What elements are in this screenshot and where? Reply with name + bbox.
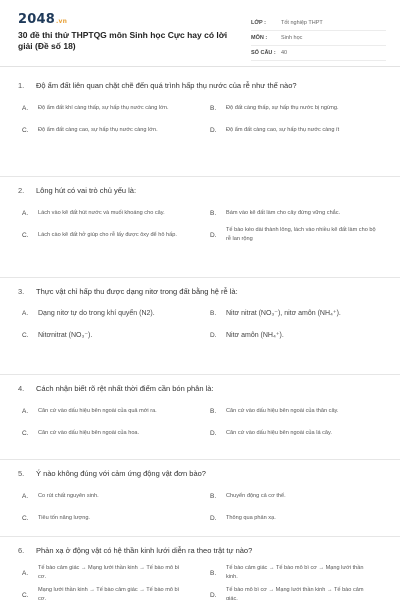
exam-title: 30 đề thi thử THPTQG môn Sinh học Cực hay có lời giải (Đề số 18) bbox=[18, 30, 228, 51]
meta-row-subject bbox=[251, 31, 386, 46]
option-text: Bám vào kẽ đất làm cho cây đứng vững chắc. bbox=[226, 209, 341, 216]
question-text: Cách nhận biết rõ rệt nhất thời điểm cần bón phân là: bbox=[36, 384, 214, 393]
option-text: Độ đất càng thấp, sự hấp thụ nước bị ngừng. bbox=[226, 104, 339, 111]
question-number: 3. bbox=[18, 287, 25, 296]
question-text: Thực vật chỉ hấp thu được dạng nitơ trong đất bằng hệ rễ là: bbox=[36, 287, 238, 296]
meta-value: Sinh học bbox=[281, 35, 303, 41]
option-text: Chuyển động cả cơ thể. bbox=[226, 492, 286, 499]
option-letter: C. bbox=[22, 231, 29, 239]
option-letter: B. bbox=[210, 209, 217, 217]
option-letter: B. bbox=[210, 569, 217, 577]
option-c[interactable] bbox=[18, 325, 194, 347]
option-c[interactable] bbox=[18, 422, 194, 444]
option-b[interactable] bbox=[206, 97, 382, 119]
option-text: Thông qua phản xạ. bbox=[226, 514, 276, 521]
option-b[interactable] bbox=[206, 303, 382, 325]
question-4 bbox=[0, 375, 400, 460]
question-number: 5. bbox=[18, 469, 25, 478]
option-letter: C. bbox=[22, 429, 29, 437]
option-letter: D. bbox=[210, 332, 217, 339]
meta-value: 40 bbox=[281, 50, 288, 56]
option-letter: A. bbox=[22, 407, 29, 415]
question-number: 1. bbox=[18, 81, 25, 90]
site-logo[interactable] bbox=[18, 12, 67, 27]
option-text: Căn cứ vào dấu hiệu bên ngoài của lá cây. bbox=[226, 429, 332, 436]
option-text: Tế bào mô bì cơ → Mạng lưới thần kinh → Tế bào cảm giác. bbox=[226, 587, 364, 600]
question-number: 4. bbox=[18, 384, 25, 393]
option-letter: C. bbox=[22, 332, 29, 339]
meta-row-count bbox=[251, 46, 386, 61]
option-b[interactable] bbox=[206, 400, 382, 422]
logo-sub: .vn bbox=[55, 18, 68, 25]
option-c[interactable] bbox=[18, 119, 194, 141]
option-d[interactable] bbox=[206, 224, 382, 246]
option-letter: A. bbox=[22, 209, 29, 217]
question-number: 6. bbox=[18, 546, 25, 555]
option-letter: C. bbox=[22, 126, 29, 134]
option-d[interactable] bbox=[206, 422, 382, 444]
option-a[interactable] bbox=[18, 485, 194, 507]
question-text: Ý nào không đúng với cảm ứng động vật đơn bào? bbox=[36, 469, 206, 478]
option-b[interactable] bbox=[206, 562, 382, 584]
question-5 bbox=[0, 460, 400, 537]
question-6 bbox=[0, 537, 400, 600]
option-text: Tế bào cảm giác → Tế bào mô bì cơ → Mạng lưới thần kinh. bbox=[226, 565, 364, 580]
option-letter: D. bbox=[210, 231, 217, 239]
option-text: Độ ẩm đất khí càng thấp, sự hấp thụ nước càng lớn. bbox=[38, 104, 169, 111]
option-letter: D. bbox=[210, 429, 217, 437]
option-letter: A. bbox=[22, 492, 29, 500]
option-text: Co rút chất nguyên sinh. bbox=[38, 492, 99, 499]
option-b[interactable] bbox=[206, 485, 382, 507]
question-text: Lông hút có vai trò chủ yếu là: bbox=[36, 186, 137, 195]
option-text: Nitơ nitrat (NO₃⁻), nitơ amôn (NH₄⁺). bbox=[226, 310, 341, 317]
question-text: Độ ẩm đất liên quan chặt chẽ đến quá trình hấp thụ nước của rễ như thế nào? bbox=[36, 81, 297, 90]
option-text: Mạng lưới thần kinh → Tế bào cảm giác → Tế bào mô bì cơ. bbox=[38, 587, 180, 600]
option-c[interactable] bbox=[18, 507, 194, 529]
option-letter: A. bbox=[22, 569, 29, 577]
meta-value: Tốt nghiệp THPT bbox=[281, 20, 323, 26]
option-text: Căn cứ vào dấu hiệu bên ngoài của hoa. bbox=[38, 429, 140, 436]
header-divider bbox=[0, 66, 400, 67]
option-letter: D. bbox=[210, 591, 217, 599]
question-number: 2. bbox=[18, 186, 25, 195]
option-letter: C. bbox=[22, 591, 29, 599]
option-d[interactable] bbox=[206, 584, 382, 600]
option-text: Lách vào kẽ đất hút nước và muối khoáng cho cây. bbox=[38, 209, 165, 216]
option-c[interactable] bbox=[18, 224, 194, 246]
option-a[interactable] bbox=[18, 562, 194, 584]
question-2 bbox=[0, 177, 400, 278]
meta-label: MÔN : bbox=[251, 35, 268, 41]
option-a[interactable] bbox=[18, 400, 194, 422]
option-text: Nitơ amôn (NH₄⁺). bbox=[226, 332, 284, 339]
exam-meta bbox=[251, 16, 386, 61]
option-letter: B. bbox=[210, 492, 217, 500]
option-c[interactable] bbox=[18, 584, 194, 600]
option-text: Tế bào cảm giác → Mạng lưới thần kinh → Tế bào mô bì cơ. bbox=[38, 565, 180, 580]
option-letter: D. bbox=[210, 126, 217, 134]
meta-row-class bbox=[251, 16, 386, 31]
logo-main: 2048 bbox=[18, 12, 55, 27]
option-b[interactable] bbox=[206, 202, 382, 224]
option-a[interactable] bbox=[18, 97, 194, 119]
exam-header bbox=[0, 0, 400, 62]
option-a[interactable] bbox=[18, 202, 194, 224]
option-a[interactable] bbox=[18, 303, 194, 325]
option-text: Dạng nitơ tự do trong khí quyển (N2). bbox=[38, 310, 155, 317]
option-letter: A. bbox=[22, 104, 29, 112]
option-letter: B. bbox=[210, 104, 217, 112]
option-text: Nitơnitrat (NO₃⁻). bbox=[38, 332, 93, 339]
option-letter: B. bbox=[210, 310, 217, 317]
option-d[interactable] bbox=[206, 119, 382, 141]
option-text: Độ ẩm đất càng cao, sự hấp thụ nước càng ít bbox=[226, 126, 340, 133]
option-text: Căn cứ vào dấu hiệu bên ngoài của quả mới ra. bbox=[38, 407, 157, 414]
question-text: Phản xạ ở động vật có hệ thần kinh lưới diễn ra theo trật tự nào? bbox=[36, 546, 253, 555]
meta-label: LỚP : bbox=[251, 20, 266, 26]
option-text: Lách cào kẽ đất hở giúp cho rễ lấy được ôxy để hô hấp. bbox=[38, 231, 177, 238]
option-letter: A. bbox=[22, 310, 29, 317]
question-list bbox=[0, 72, 400, 600]
option-d[interactable] bbox=[206, 507, 382, 529]
option-text: Độ ẩm đất càng cao, sự hấp thụ nước càng lớn. bbox=[38, 126, 158, 133]
option-text: Căn cứ vào dấu hiệu bên ngoài của thân cây. bbox=[226, 407, 339, 414]
option-letter: D. bbox=[210, 514, 217, 522]
option-letter: B. bbox=[210, 407, 217, 415]
option-text: Tế bào kéo dài thành lông, lách vào nhiều kẽ đất làm cho bộ rễ lan rộng bbox=[226, 227, 376, 242]
option-letter: C. bbox=[22, 514, 29, 522]
option-text: Tiêu tốn năng lượng. bbox=[38, 514, 90, 521]
question-3 bbox=[0, 278, 400, 375]
meta-label: SỐ CÂU : bbox=[251, 50, 276, 56]
question-1 bbox=[0, 72, 400, 177]
option-d[interactable] bbox=[206, 325, 382, 347]
